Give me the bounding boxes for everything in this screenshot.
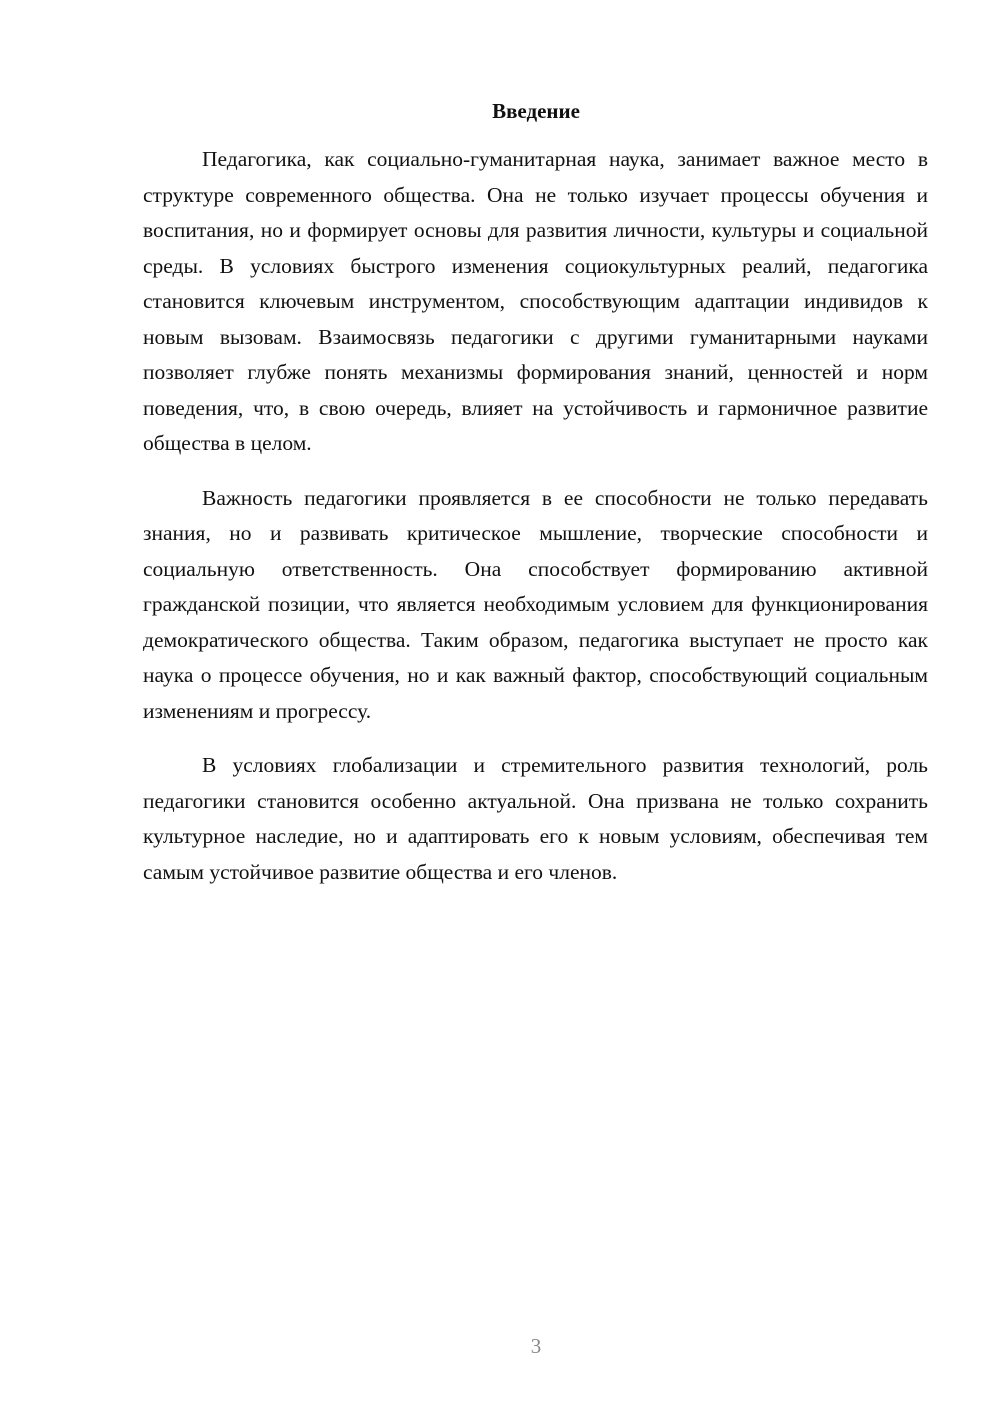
paragraph-1: Педагогика, как социально-гуманитарная наука, занимает важное место в структуре современного общества. Она не только изучает процессы обучения и воспитания, но и формирует основы для развития личности, культуры и социальной среды. В условиях быстрого изменения социокультурных реалий, педагогика становится ключевым инструментом, способствующим адаптации индивидов к новым вызовам. Взаимосвязь педагогики с другими гуманитарными науками позволяет глубже понять механизмы формирования знаний, ценностей и норм поведения, что, в свою очередь, влияет на устойчивость и гармоничное развитие общества в целом.	[143, 147, 928, 455]
page-number: 3	[530, 1334, 542, 1358]
paragraph-2: Важность педагогики проявляется в ее способности не только передавать знания, но и развивать критическое мышление, творческие способности и социальную ответственность. Она способствует формированию активной гражданской позиции, что является необходимым условием для функционирования демократического общества. Таким образом, педагогика выступает не просто как наука о процессе обучения, но и как важный фактор, способствующий социальным изменениям и прогрессу.	[143, 485, 928, 723]
page-title: Введение	[492, 99, 580, 123]
document-body	[143, 142, 928, 909]
paragraph-3: В условиях глобализации и стремительного развития технологий, роль педагогики становится особенно актуальной. Она призвана не только сохранить культурное наследие, но и адаптировать его к новым условиям, обеспечивая тем самым устойчивое развитие общества и его членов.	[143, 753, 928, 884]
